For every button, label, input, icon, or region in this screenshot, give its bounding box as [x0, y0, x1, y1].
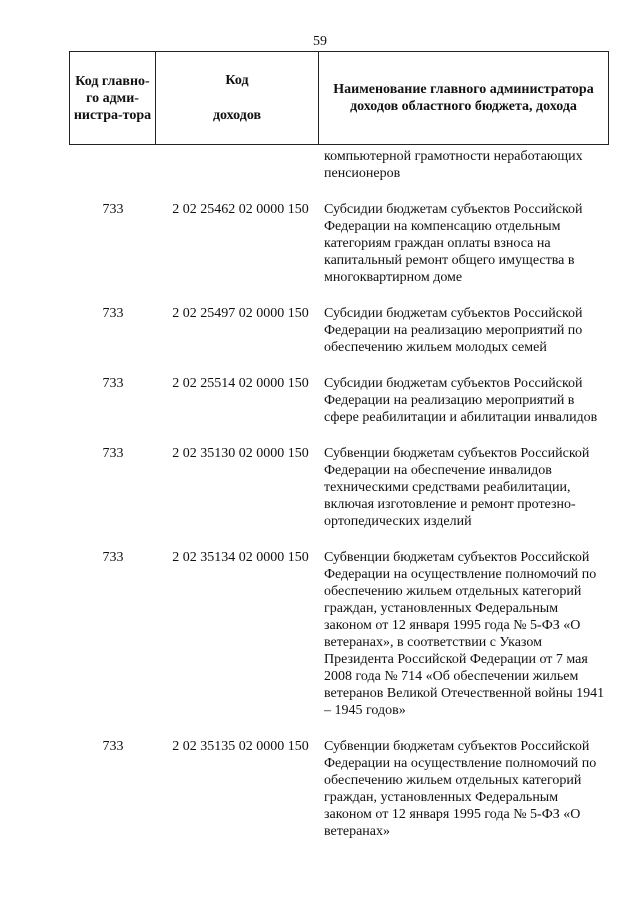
header-income-code-line2: доходов	[212, 108, 262, 123]
header-admin-code-label: Код главно-го адми-нистра-тора	[73, 73, 152, 123]
income-code-cell: 2 02 35130 02 0000 150	[172, 446, 309, 461]
name-cell: Субсидии бюджетам субъектов Российской Федерации на реализацию мероприятий по обеспечению жильем молодых семей	[324, 306, 583, 355]
header-income-code-line1: Код	[225, 73, 249, 88]
admin-code-cell: 733	[102, 739, 124, 754]
admin-code-cell: 733	[102, 376, 124, 391]
name-cell: Субвенции бюджетам субъектов Российской Федерации на осуществление полномочий по обеспечению жильем отдельных категорий граждан, установленных Федеральным законом от 12 января 1995 года № 5-ФЗ «О ветеранах»	[324, 739, 597, 839]
income-code-cell: 2 02 25497 02 0000 150	[172, 306, 309, 321]
income-code-cell: 2 02 35134 02 0000 150	[172, 550, 309, 565]
page-number: 59	[313, 34, 327, 49]
admin-code-cell: 733	[102, 202, 124, 217]
admin-code-cell: 733	[102, 446, 124, 461]
table-row	[69, 445, 609, 530]
income-code-cell: 2 02 25514 02 0000 150	[172, 376, 309, 391]
header-name-label: Наименование главного администратора доходов областного бюджета, дохода	[333, 82, 594, 114]
income-code-cell: 2 02 35135 02 0000 150	[172, 739, 309, 754]
table-row	[69, 201, 609, 286]
header-name	[319, 52, 608, 144]
table-row	[69, 305, 609, 356]
header-income-code	[156, 52, 319, 144]
name-cell: Субвенции бюджетам субъектов Российской Федерации на осуществление полномочий по обеспечению жильем отдельных категорий граждан, установленных Федеральным законом от 12 января 1995 года № 5-ФЗ «О ветеранах», в соответствии с Указом Президента Российской Федерации от 7 мая 2008 года № 714 «Об обеспечении жильем ветеранов Великой Отечественной войны 1941 – 1945 годов»	[324, 550, 605, 718]
continuation-text: компьютерной грамотности неработающих пенсионеров	[324, 149, 583, 181]
name-cell: Субсидии бюджетам субъектов Российской Федерации на компенсацию отдельным категориям граждан оплаты взноса на капитальный ремонт общего имущества в многоквартирном доме	[324, 202, 583, 285]
table-header	[69, 51, 609, 145]
header-admin-code	[70, 52, 156, 144]
name-cell: Субсидии бюджетам субъектов Российской Федерации на реализацию мероприятий в сфере реабилитации и абилитации инвалидов	[324, 376, 598, 425]
table-row	[69, 549, 609, 719]
name-cell: Субвенции бюджетам субъектов Российской Федерации на обеспечение инвалидов техническими средствами реабилитации, включая изготовление и ремонт протезно-ортопедических изделий	[324, 446, 590, 529]
admin-code-cell: 733	[102, 306, 124, 321]
table-row	[69, 738, 609, 840]
income-code-cell: 2 02 25462 02 0000 150	[172, 202, 309, 217]
table-body	[69, 148, 609, 840]
table-row	[69, 375, 609, 426]
admin-code-cell: 733	[102, 550, 124, 565]
